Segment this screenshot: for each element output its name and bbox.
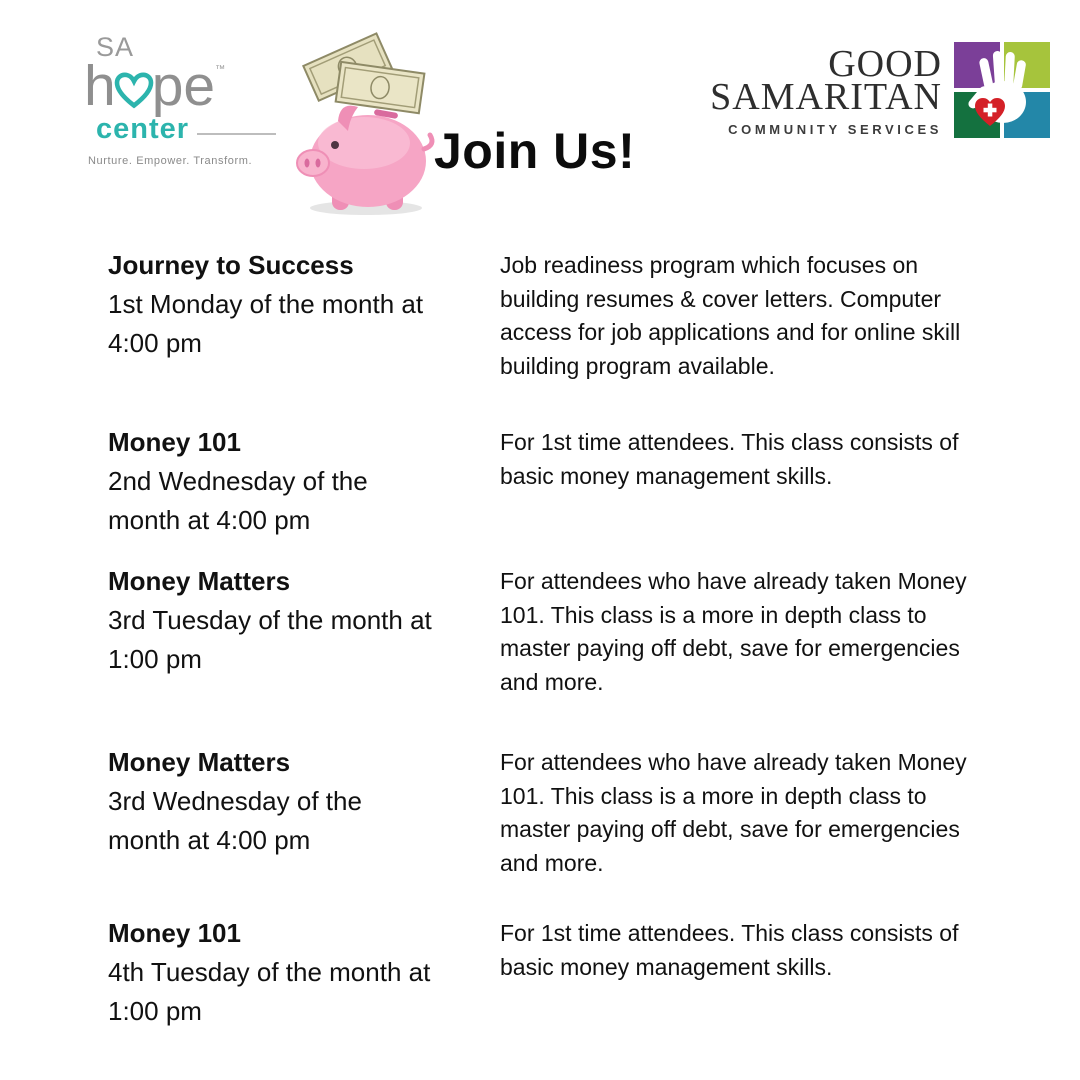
good-samaritan-line1: GOOD — [828, 43, 942, 85]
event-title: Money Matters — [108, 566, 291, 596]
good-samaritan-wordmark — [710, 42, 942, 137]
sa-hope-h-letter: h — [84, 54, 116, 118]
event-row — [108, 914, 988, 1031]
good-samaritan-subtitle: COMMUNITY SERVICES — [728, 121, 942, 137]
event-row — [108, 562, 988, 699]
trademark-symbol: ™ — [215, 64, 226, 75]
event-description: For attendees who have already taken Money 101. This class is a more in depth class to master paying off debt, save for emergencies and more. — [500, 749, 967, 876]
event-left-column — [108, 246, 438, 383]
pig-figure — [297, 106, 432, 215]
event-row — [108, 743, 988, 880]
sa-hope-sa-text: SA — [96, 32, 135, 62]
sa-hope-pe-letters: pe — [151, 54, 216, 118]
event-left-column — [108, 562, 438, 699]
sa-hope-center-text: center — [96, 113, 190, 146]
good-samaritan-logo — [710, 42, 1050, 138]
sa-hope-wordmark — [84, 54, 276, 118]
hand-heart-icon — [954, 42, 1050, 138]
class-schedule-list — [108, 246, 988, 1031]
event-title: Money 101 — [108, 918, 241, 948]
page-title: Join Us! — [434, 123, 636, 179]
event-left-column — [108, 743, 438, 880]
event-left-column — [108, 914, 438, 1031]
event-schedule: 4th Tuesday of the month at 1:00 pm — [108, 957, 431, 1026]
event-description: For attendees who have already taken Money 101. This class is a more in depth class to master paying off debt, save for emergencies and more. — [500, 568, 967, 695]
event-schedule: 1st Monday of the month at 4:00 pm — [108, 289, 424, 358]
event-title: Money Matters — [108, 747, 291, 777]
good-samaritan-line2: SAMARITAN — [710, 76, 942, 119]
event-description: Job readiness program which focuses on building resumes & cover letters. Computer access for job applications and for online skill building program available. — [500, 252, 961, 379]
event-description: For 1st time attendees. This class consists of basic money management skills. — [500, 429, 959, 489]
event-schedule: 2nd Wednesday of the month at 4:00 pm — [108, 466, 368, 535]
event-description: For 1st time attendees. This class consists of basic money management skills. — [500, 920, 959, 980]
divider-line — [197, 133, 276, 135]
sa-hope-tagline: Nurture. Empower. Transform. — [88, 155, 253, 168]
sa-hope-center-row — [84, 113, 276, 146]
event-left-column — [108, 423, 438, 540]
event-title: Money 101 — [108, 427, 241, 457]
dollar-bills-icon — [303, 33, 424, 113]
event-schedule: 3rd Wednesday of the month at 4:00 pm — [108, 786, 362, 855]
sa-hope-center-logo — [84, 34, 276, 167]
event-row — [108, 423, 988, 540]
event-row — [108, 246, 988, 383]
event-schedule: 3rd Tuesday of the month at 1:00 pm — [108, 605, 432, 674]
piggy-bank-icon — [288, 28, 438, 220]
heart-o-icon — [114, 72, 154, 109]
event-title: Journey to Success — [108, 250, 354, 280]
